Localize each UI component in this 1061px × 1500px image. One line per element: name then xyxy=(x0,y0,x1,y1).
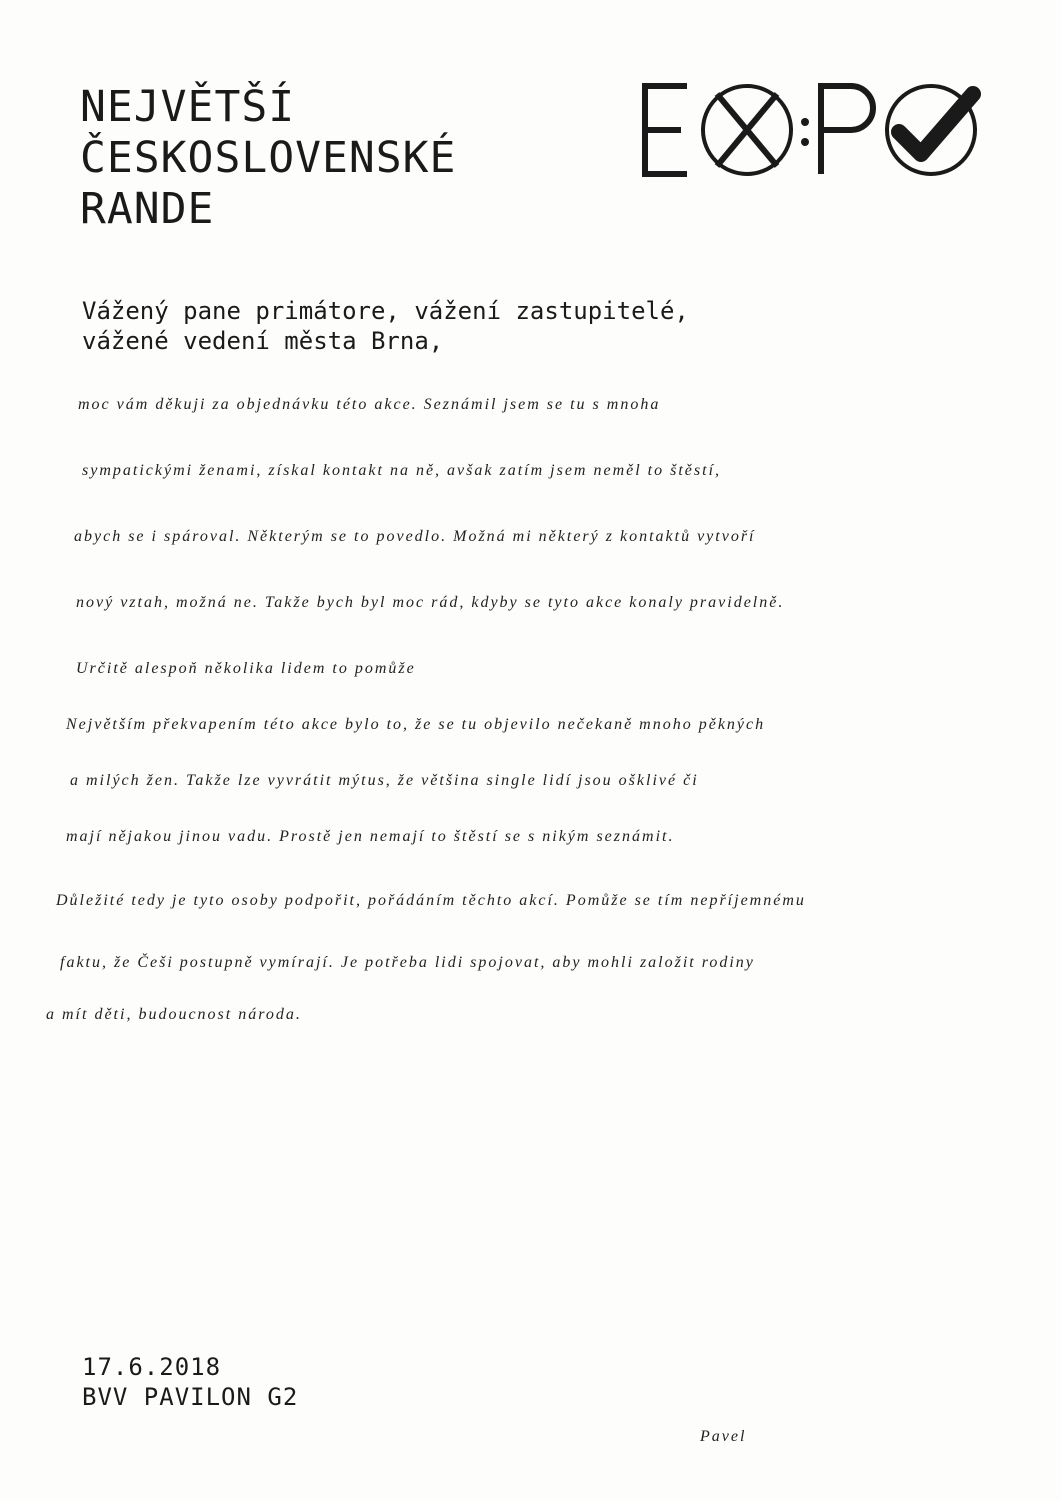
letter-line: mají nějakou jinou vadu. Prostě jen nemají to štěstí se s nikým seznámit. xyxy=(66,828,675,845)
event-info xyxy=(82,1352,298,1412)
letter-line: Největším překvapením této akce bylo to, že se tu objevilo nečekaně mnoho pěkných xyxy=(66,716,766,733)
logo-letter-p xyxy=(821,86,873,174)
logo-dot xyxy=(801,138,809,146)
letter-line: a mít děti, budoucnost národa. xyxy=(46,1006,302,1023)
event-date: 17.6.2018 xyxy=(82,1353,222,1381)
signature: Pavel xyxy=(700,1428,747,1445)
event-venue: BVV PAVILON G2 xyxy=(82,1383,299,1411)
letter-line: Důležité tedy je tyto osoby podpořit, pořádáním těchto akcí. Pomůže se tím nepříjemnému xyxy=(56,892,806,909)
logo-dot xyxy=(801,118,809,126)
salutation-line: vážené vedení města Brna, xyxy=(82,327,444,355)
title-line: NEJVĚTŠÍ xyxy=(80,82,296,132)
letter-line: abych se i spároval. Některým se to povedlo. Možná mi některý z kontaktů vytvoří xyxy=(74,528,756,545)
check-icon xyxy=(899,94,973,154)
expo-logo xyxy=(637,80,987,180)
salutation-line: Vážený pane primátore, vážení zastupitelé, xyxy=(82,297,689,325)
letter-line: moc vám děkuji za objednávku této akce. Seznámil jsem se tu s mnoha xyxy=(78,396,661,413)
letter-line: faktu, že Češi postupně vymírají. Je potřeba lidi spojovat, aby mohli založit rodiny xyxy=(60,954,755,971)
title-line: ČESKOSLOVENSKÉ xyxy=(80,133,457,183)
logo-letter-x xyxy=(717,94,777,166)
title-line: RANDE xyxy=(80,184,215,234)
event-title xyxy=(80,82,456,235)
salutation xyxy=(82,296,689,356)
letter-line: a milých žen. Takže lze vyvrátit mýtus, že většina single lidí jsou ošklivé či xyxy=(70,772,699,789)
letter-line: Určitě alespoň několika lidem to pomůže xyxy=(76,660,416,677)
letter-line: sympatickými ženami, získal kontakt na ně, avšak zatím jsem neměl to štěstí, xyxy=(82,462,722,479)
logo-letter-e xyxy=(645,86,687,174)
letter-line: nový vztah, možná ne. Takže bych byl moc rád, kdyby se tyto akce konaly pravidelně. xyxy=(76,594,785,611)
